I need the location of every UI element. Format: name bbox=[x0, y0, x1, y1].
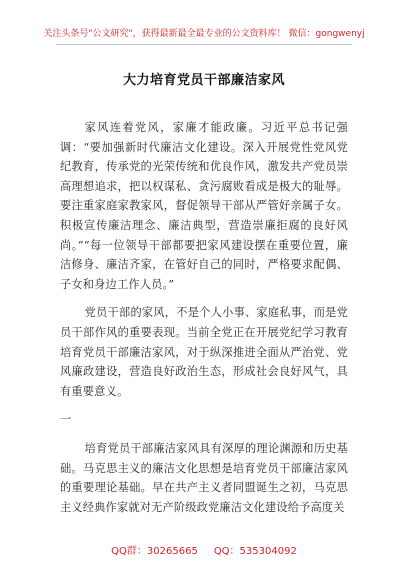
header-divider bbox=[56, 44, 352, 45]
footer-contact bbox=[0, 542, 408, 557]
paragraph-2: 党员干部的家风，不是个人小事、家庭私事，而是党员干部作风的重要表现。当前全党正在开展党纪学习教育培育党员干部廉洁家风，对于纵深推进全面从严治党、党风廉政建设，营造良好政治生态，形成社会良好风气，具有重要意义。 bbox=[60, 306, 348, 398]
document-body bbox=[60, 118, 348, 517]
paragraph-1: 家风连着党风，家廉才能政廉。习近平总书记强调：“要加强新时代廉洁文化建设。深入开展党性党风党纪教育，传承党的光荣传统和优良作风，激发共产党员崇高理想追求，把以权谋私、贪污腐败看成是极大的耻辱。要注重家庭家教家风，督促领导干部从严管好亲属子女。积极宣传廉洁理念、廉洁典型，营造崇廉拒腐的良好风尚。”“每一位领导干部都要把家风建设摆在重要位置，廉洁修身、廉洁齐家，在管好自己的同时，严格要求配偶、子女和身边工作人员。” bbox=[60, 121, 348, 291]
document-title: 大力培育党员干部廉洁家风 bbox=[122, 73, 285, 88]
section-number: 一 bbox=[60, 413, 72, 427]
qq-group-number: QQ群：30265665 bbox=[111, 546, 198, 557]
header-note: 关注头条号"公文研究"，获得最新最全最专业的公文资料库！ 微信：gongwenyj bbox=[43, 29, 365, 39]
paragraph-3: 培育党员干部廉洁家风具有深厚的理论渊源和历史基础。马克思主义的廉洁文化思想是培育党员干部廉洁家风的重要理论基础。早在共产主义者同盟诞生之初，马克思主义经典作家就对无产阶级政党廉洁文化建设给予高度关 bbox=[60, 441, 348, 514]
qq-number: QQ：535304092 bbox=[213, 546, 297, 557]
